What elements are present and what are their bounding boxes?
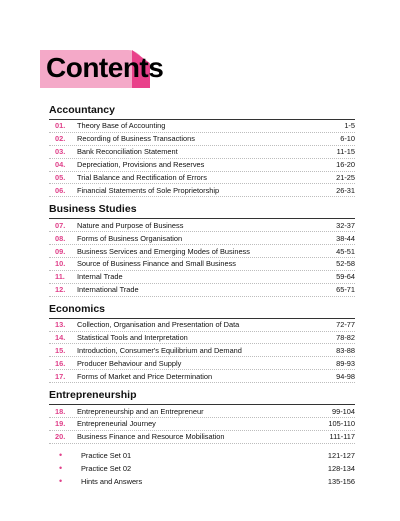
chapter-number: 03.: [55, 147, 66, 157]
page-range: 32-37: [336, 220, 355, 230]
bullet-icon: •: [59, 476, 63, 487]
page-range: 121-127: [327, 450, 355, 460]
extras-list: [49, 449, 355, 488]
toc-row[interactable]: [49, 475, 355, 488]
toc-row[interactable]: [49, 405, 355, 418]
page-range: 59-64: [336, 272, 355, 282]
page-range: 72-77: [336, 320, 355, 330]
chapter-number: 10.: [55, 259, 66, 269]
page-range: 105-110: [328, 419, 355, 429]
page-range: 128-134: [327, 463, 355, 473]
chapter-number: 07.: [55, 220, 66, 230]
chapter-title: Forms of Business Organisation: [77, 233, 183, 243]
extra-title: Practice Set 01: [81, 450, 132, 460]
chapter-title: Recording of Business Transactions: [77, 134, 195, 144]
toc-row[interactable]: [49, 146, 355, 159]
chapter-number: 13.: [55, 320, 66, 330]
chapter-title: Depreciation, Provisions and Reserves: [77, 160, 205, 170]
page-range: 83-88: [336, 345, 355, 355]
chapter-number: 01.: [55, 121, 66, 131]
chapter-number: 04.: [55, 160, 66, 170]
chapter-number: 14.: [55, 333, 66, 343]
chapter-number: 17.: [55, 371, 66, 381]
chapter-number: 12.: [55, 285, 66, 295]
chapter-number: 19.: [55, 419, 66, 429]
chapter-number: 16.: [55, 358, 66, 368]
toc-row[interactable]: [49, 271, 355, 284]
toc-row[interactable]: [49, 462, 355, 475]
bullet-icon: •: [59, 463, 63, 474]
chapter-title: International Trade: [77, 285, 139, 295]
chapter-title: Forms of Market and Price Determination: [77, 371, 213, 381]
chapter-number: 20.: [55, 432, 66, 442]
chapter-title: Theory Base of Accounting: [77, 121, 166, 131]
toc-row[interactable]: [49, 219, 355, 232]
chapter-title: Statistical Tools and Interpretation: [77, 333, 188, 343]
chapter-title: Business Services and Emerging Modes of Business: [77, 246, 250, 256]
toc-row[interactable]: [49, 172, 355, 185]
chapter-number: 08.: [55, 233, 66, 243]
page-range: 26-31: [336, 185, 355, 195]
chapter-title: Business Finance and Resource Mobilisation: [77, 432, 225, 442]
chapter-title: Collection, Organisation and Presentation of Data: [77, 320, 240, 330]
toc-row[interactable]: [49, 159, 355, 172]
chapter-title: Producer Behaviour and Supply: [77, 358, 182, 368]
page-range: 135-156: [327, 476, 355, 486]
chapter-number: 11.: [55, 272, 65, 282]
section-heading: Accountancy: [49, 100, 355, 120]
page-range: 94-98: [336, 371, 355, 381]
chapter-title: Nature and Purpose of Business: [77, 220, 184, 230]
page-range: 111-117: [329, 432, 355, 442]
toc-row[interactable]: [49, 258, 355, 271]
chapter-number: 18.: [55, 406, 66, 416]
page-range: 38-44: [336, 233, 355, 243]
toc-row[interactable]: [49, 370, 355, 383]
chapter-title: Introduction, Consumer's Equilibrium and Demand: [77, 345, 242, 355]
page-range: 78-82: [336, 333, 355, 343]
chapter-number: 02.: [55, 134, 66, 144]
page-range: 6-10: [340, 134, 355, 144]
page-range: 65-71: [336, 285, 355, 295]
toc-row[interactable]: [49, 319, 355, 332]
section-heading: Business Studies: [49, 199, 355, 219]
extra-title: Hints and Answers: [81, 476, 143, 486]
extra-title: Practice Set 02: [81, 463, 132, 473]
chapter-title: Source of Business Finance and Small Business: [77, 259, 236, 269]
chapter-number: 05.: [55, 173, 66, 182]
section-heading: Economics: [49, 299, 355, 319]
toc-row[interactable]: [49, 449, 355, 462]
contents-title-block: [40, 50, 164, 88]
page-range: 99-104: [331, 406, 355, 416]
toc-row[interactable]: [49, 344, 355, 357]
page-range: 89-93: [336, 358, 355, 368]
page-range: 16-20: [336, 160, 355, 170]
chapter-title: Financial Statements of Sole Proprietorship: [77, 185, 220, 195]
toc-row[interactable]: [49, 133, 355, 146]
chapter-title: Entrepreneurship and an Entrepreneur: [77, 406, 204, 416]
toc-row[interactable]: [49, 232, 355, 245]
toc-row[interactable]: [49, 332, 355, 345]
chapter-number: 06.: [55, 185, 66, 195]
toc-row[interactable]: [49, 284, 355, 297]
page-range: 52-58: [336, 259, 355, 269]
chapter-title: Trial Balance and Rectification of Errors: [77, 173, 207, 182]
page-title: Contents: [46, 52, 164, 83]
page-range: 11-15: [336, 147, 355, 157]
toc-row[interactable]: [49, 120, 355, 133]
chapter-title: Bank Reconciliation Statement: [77, 147, 178, 157]
toc-row[interactable]: [49, 357, 355, 370]
chapter-title: Internal Trade: [77, 272, 123, 282]
toc-row[interactable]: [49, 245, 355, 258]
page-range: 21-25: [336, 173, 355, 182]
toc-row[interactable]: [49, 418, 355, 431]
bullet-icon: •: [59, 450, 63, 461]
section-heading: Entrepreneurship: [49, 385, 355, 405]
table-of-contents: [49, 98, 355, 488]
toc-row[interactable]: [49, 431, 355, 444]
chapter-number: 09.: [55, 246, 66, 256]
chapter-number: 15.: [55, 345, 66, 355]
page-range: 45-51: [336, 246, 355, 256]
page-range: 1-5: [344, 121, 355, 131]
chapter-title: Entrepreneurial Journey: [77, 419, 156, 429]
toc-row[interactable]: [49, 184, 355, 197]
